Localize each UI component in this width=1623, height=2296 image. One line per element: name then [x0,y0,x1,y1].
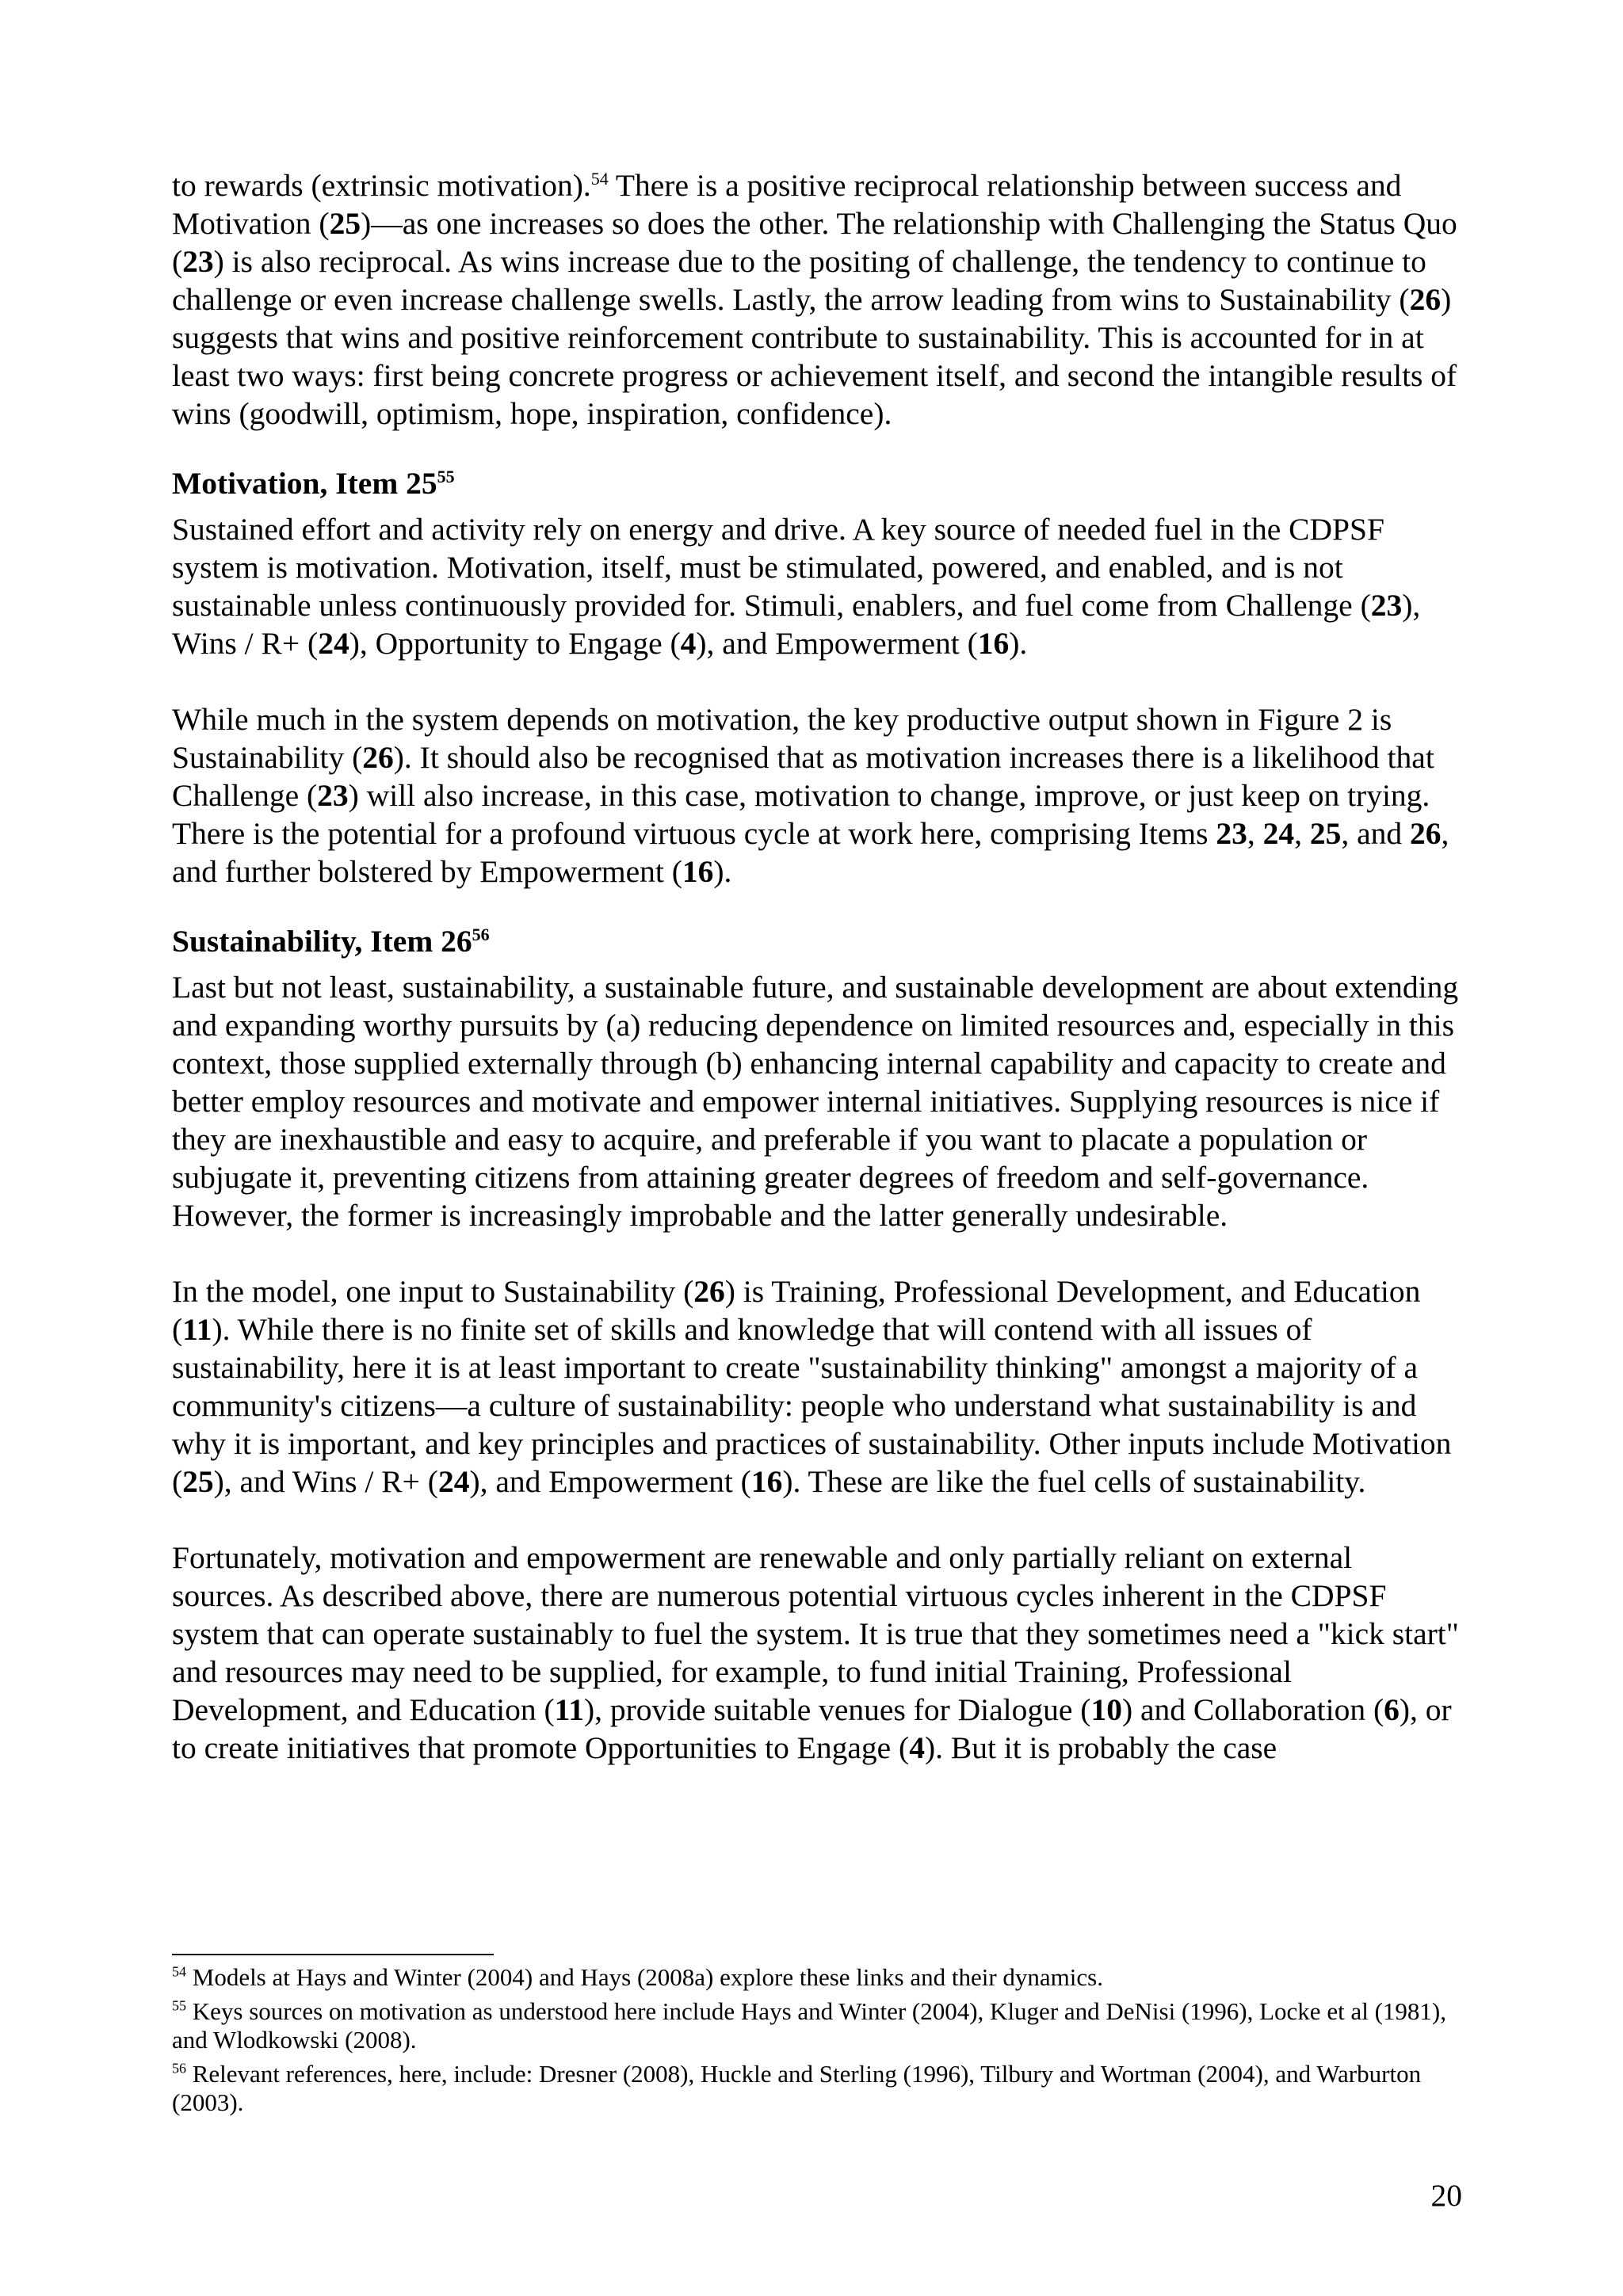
paragraph-sustainability-1: Last but not least, sustainability, a sustainable future, and sustainable development are about extending and expanding worthy pursuits by (a) reducing dependence on limited resources and, especially in this context, those supplied externally through (b) enhancing internal capability and capacity to create and better employ resources and motivate and empower internal initiatives. Supplying resources is nice if they are inexhaustible and easy to acquire, and preferable if you want to placate a population or subjugate it, preventing citizens from attaining greater degrees of freedom and self-governance. However, the former is increasingly improbable and the latter generally undesirable. [172,970,1459,1233]
page-number: 20 [1430,2178,1462,2213]
footnote-ref-54[interactable]: 54 [590,168,609,189]
footnotes [172,1963,1460,2122]
footnote-54: $^{54}$ Models at Hays and Winter (2004) and Hays (2008a) explore these links and their dynamics. [172,1963,1103,1991]
paragraph-sustainability-3: Fortunately, motivation and empowerment are renewable and only partially reliant on external sources. As described above, there are numerous potential virtuous cycles inherent in the CDPSF system that can operate sustainably to fuel the system. It is true that they sometimes need a "kick start" and resources may need to be supplied, for example, to fund initial Training, Professional Development, and Education (11), provide suitable venues for Dialogue (10) and Collaboration (6), or to create initiatives that promote Opportunities to Engage (4). But it is probably the case [172,1540,1459,1765]
paragraph-motivation-2: While much in the system depends on motivation, the key productive output shown in Figure 2 is Sustainability (26). It should also be recognised that as motivation increases there is a likelihood that Challenge (23) will also increase, in this case, motivation to change, improve, or just keep on trying. There is the potential for a profound virtuous cycle at work here, comprising Items 23, 24, 25, and 26, and further bolstered by Empowerment (16). [172,702,1449,889]
footnote-55: $^{55}$ Keys sources on motivation as understood here include Hays and Winter (2004), Kluger and DeNisi (1996), Locke et al (1981), and Wlodkowski (2008). [172,1997,1446,2054]
footnote-56: $^{56}$ Relevant references, here, include: Dresner (2008), Huckle and Sterling (1996), Tilbury and Wortman (2004), and Warburton (2003). [172,2060,1422,2116]
paragraph-wins: to rewards (extrinsic motivation).$^{54}$ There is a positive reciprocal relationship between success and Motivation (25)—as one increases so does the other. The relationship with Challenging the Status Quo (23) is also reciprocal. As wins increase due to the positing of challenge, the tendency to continue to challenge or even increase challenge swells. Lastly, the arrow leading from wins to Sustainability (26) suggests that wins and positive reinforcement contribute to sustainability. This is accounted for in at least two ways: first being concrete progress or achievement itself, and second the intangible results of wins (goodwill, optimism, hope, inspiration, confidence). [172,168,1457,431]
page-body [172,166,1460,1767]
footnote-ref-56[interactable]: 56 [472,924,490,944]
paragraph-motivation-1: Sustained effort and activity rely on energy and drive. A key source of needed fuel in the CDPSF system is motivation. Motivation, itself, must be stimulated, powered, and enabled, and is not sustainable unless continuously provided for. Stimuli, enablers, and fuel come from Challenge (23), Wins / R+ (24), Opportunity to Engage (4), and Empowerment (16). [172,512,1421,661]
section-heading-motivation: Motivation, Item $25^{55}$ [172,466,455,501]
section-heading-sustainability: Sustainability, Item $26^{56}$ [172,924,490,959]
footnote-divider [172,1954,494,1955]
paragraph-sustainability-2: In the model, one input to Sustainability (26) is Training, Professional Development, and Education (11). While there is no finite set of skills and knowledge that will contend with all issues of sustainability, here it is at least important to create "sustainability thinking" amongst a majority of a community's citizens—a culture of sustainability: people who understand what sustainability is and why it is important, and key principles and practices of sustainability. Other inputs include Motivation (25), and Wins / R+ (24), and Empowerment (16). These are like the fuel cells of sustainability. [172,1274,1452,1499]
footnote-ref-55[interactable]: 55 [437,466,455,486]
